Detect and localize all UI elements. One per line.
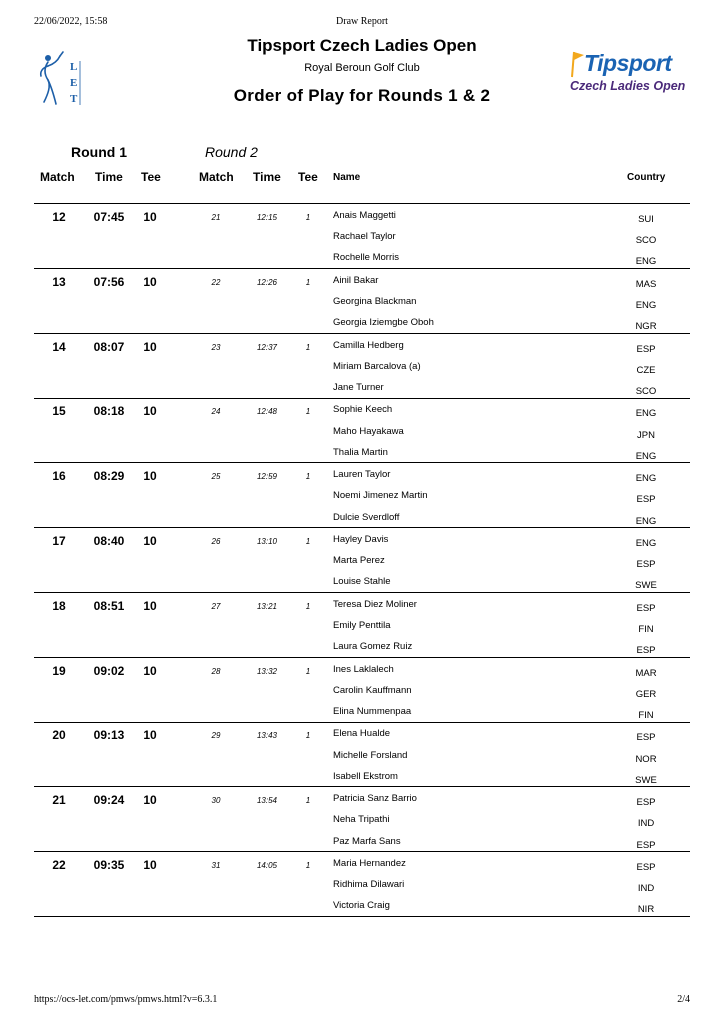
player-name: Anais Maggetti (333, 210, 396, 221)
r1-tee-time: 09:24 (93, 793, 125, 808)
r2-tee-time: 12:26 (256, 277, 278, 287)
r1-match-number: 22 (52, 858, 66, 872)
group-separator (34, 657, 690, 658)
player-country: ESP (636, 797, 656, 809)
col-time-r2: Time (253, 170, 281, 184)
player-name: Isabell Ekstrom (333, 770, 398, 782)
group-separator (34, 398, 690, 399)
r1-tee-number: 10 (143, 339, 157, 354)
r2-match-number: 29 (211, 731, 221, 741)
r2-tee-time: 12:15 (256, 213, 278, 222)
r2-match-number: 28 (211, 666, 221, 676)
svg-text:E: E (70, 77, 78, 89)
group-separator (34, 268, 690, 269)
player-name: Elena Hualde (333, 728, 391, 740)
r1-tee-time: 07:45 (93, 210, 125, 224)
player-country: MAS (635, 278, 657, 290)
player-name: Louise Stahle (333, 576, 391, 588)
player-country: NOR (635, 753, 657, 765)
r1-match-number: 19 (52, 663, 66, 678)
player-name: Miriam Barcalova (a) (333, 360, 421, 372)
player-name: Ines Laklalech (333, 663, 394, 675)
r2-tee-number: 1 (305, 861, 311, 870)
r2-tee-time: 13:21 (256, 601, 278, 611)
r2-match-number: 27 (211, 601, 221, 611)
tipsport-wordmark: Tipsport (584, 50, 672, 76)
player-country: ENG (635, 450, 657, 462)
r1-tee-number: 10 (143, 274, 157, 289)
player-country: JPN (637, 429, 655, 441)
player-country: SCO (635, 386, 657, 397)
player-country: SUI (638, 214, 654, 225)
player-country: SWE (635, 774, 657, 786)
player-name: Rachael Taylor (333, 231, 396, 243)
player-name: Neha Tripathi (333, 814, 390, 826)
r1-tee-time: 08:18 (93, 404, 125, 419)
col-name: Name (333, 172, 361, 183)
player-name: Marta Perez (333, 555, 385, 567)
r2-match-number: 31 (211, 861, 221, 870)
r1-match-number: 12 (52, 210, 66, 224)
player-country: ENG (635, 515, 657, 527)
player-country: ESP (636, 645, 656, 657)
r1-tee-number: 10 (143, 728, 157, 743)
group-separator (34, 592, 690, 593)
player-country: ESP (636, 343, 656, 355)
event-title: Tipsport Czech Ladies Open (247, 36, 477, 55)
player-country: SCO (635, 235, 657, 247)
player-country: IND (637, 818, 655, 830)
player-country: ESP (636, 559, 656, 571)
footer-url: https://ocs-let.com/pmws/pmws.html?v=6.3.1 (34, 994, 218, 1005)
player-country: ESP (636, 494, 656, 506)
player-country: GER (635, 688, 657, 700)
print-datetime: 22/06/2022, 15:58 (34, 16, 108, 27)
r2-tee-number: 1 (305, 537, 311, 546)
player-country: ESP (636, 602, 656, 614)
r2-match-number: 30 (211, 796, 221, 806)
r1-tee-time: 09:02 (93, 663, 125, 678)
r2-tee-number: 1 (305, 666, 311, 676)
order-of-play-title: Order of Play for Rounds 1 & 2 (233, 86, 491, 105)
player-country: MAR (635, 667, 657, 679)
player-name: Dulcie Sverdloff (333, 511, 400, 523)
player-name: Maho Hayakawa (333, 425, 404, 437)
r1-tee-time: 08:40 (93, 534, 125, 548)
r1-tee-time: 08:07 (93, 339, 125, 354)
player-name: Michelle Forsland (333, 749, 408, 761)
group-separator (34, 786, 690, 787)
player-country: ENG (635, 408, 657, 420)
player-country: FIN (638, 624, 654, 635)
r1-tee-time: 08:51 (93, 598, 125, 613)
r2-tee-number: 1 (305, 731, 311, 741)
r1-tee-time: 09:35 (93, 858, 125, 872)
player-name: Georgina Blackman (333, 296, 417, 307)
svg-text:L: L (70, 61, 78, 73)
r2-match-number: 21 (211, 213, 221, 222)
r2-tee-number: 1 (305, 213, 311, 222)
player-name: Teresa Diez Moliner (333, 598, 417, 610)
player-name: Paz Marfa Sans (333, 835, 401, 847)
r1-match-number: 14 (52, 339, 66, 354)
player-name: Victoria Craig (333, 900, 390, 912)
r2-match-number: 25 (211, 472, 221, 482)
r2-match-number: 23 (211, 342, 221, 352)
player-name: Georgia Iziemgbe Oboh (333, 317, 434, 329)
r1-match-number: 20 (52, 728, 66, 743)
player-country: ESP (636, 732, 656, 744)
r1-tee-time: 09:13 (93, 728, 125, 743)
player-name: Ainil Bakar (333, 274, 379, 286)
r2-tee-number: 1 (305, 601, 311, 611)
player-name: Patricia Sanz Barrio (333, 793, 417, 805)
document-title: Draw Report (336, 16, 388, 27)
group-separator (34, 851, 690, 852)
r2-match-number: 22 (211, 277, 221, 287)
r1-tee-number: 10 (143, 663, 157, 678)
r2-tee-number: 1 (305, 407, 311, 417)
r2-tee-time: 13:54 (256, 796, 278, 806)
group-separator (34, 527, 690, 528)
group-separator (34, 462, 690, 463)
tipsport-subline: Czech Ladies Open (570, 79, 686, 93)
player-country: ENG (635, 256, 657, 268)
r1-tee-number: 10 (143, 793, 157, 808)
r1-match-number: 18 (52, 598, 66, 613)
r1-match-number: 15 (52, 404, 66, 419)
player-name: Jane Turner (333, 382, 384, 393)
event-venue: Royal Beroun Golf Club (304, 62, 420, 74)
player-country: FIN (638, 710, 654, 721)
player-name: Rochelle Morris (333, 252, 399, 264)
player-country: ENG (635, 538, 657, 549)
r1-tee-number: 10 (143, 858, 157, 872)
r1-match-number: 17 (52, 534, 66, 548)
group-separator (34, 722, 690, 723)
footer-page-number: 2/4 (677, 994, 690, 1005)
r2-tee-time: 12:37 (256, 342, 278, 352)
group-separator (34, 916, 690, 917)
player-name: Camilla Hedberg (333, 339, 404, 351)
header-separator (34, 203, 690, 204)
col-tee-r2: Tee (298, 170, 318, 184)
player-name: Ridhima Dilawari (333, 879, 405, 891)
player-country: ESP (636, 839, 656, 851)
r2-tee-number: 1 (305, 796, 311, 806)
player-name: Thalia Martin (333, 446, 388, 458)
player-country: ENG (635, 473, 657, 485)
player-country: NIR (637, 904, 655, 916)
player-country: NGR (635, 321, 657, 333)
r1-tee-number: 10 (143, 469, 157, 484)
r1-tee-number: 10 (143, 598, 157, 613)
r2-tee-number: 1 (305, 342, 311, 352)
r2-tee-time: 12:48 (256, 407, 278, 417)
r2-match-number: 26 (211, 537, 221, 546)
r2-match-number: 24 (211, 407, 221, 417)
r2-tee-number: 1 (305, 472, 311, 482)
player-name: Hayley Davis (333, 534, 389, 545)
r2-tee-time: 13:10 (256, 537, 278, 546)
col-match-r2: Match (199, 170, 234, 184)
r1-tee-number: 10 (143, 404, 157, 419)
r2-tee-number: 1 (305, 277, 311, 287)
player-name: Maria Hernandez (333, 858, 406, 869)
r1-tee-time: 08:29 (93, 469, 125, 484)
col-tee: Tee (141, 170, 161, 184)
player-country: CZE (636, 364, 656, 376)
col-country: Country (627, 172, 666, 183)
player-name: Carolin Kauffmann (333, 684, 412, 696)
col-match: Match (40, 170, 75, 184)
player-country: ENG (635, 300, 657, 311)
r2-tee-time: 14:05 (256, 861, 278, 870)
round2-heading: Round 2 (205, 144, 258, 160)
player-name: Lauren Taylor (333, 469, 391, 481)
r1-match-number: 21 (52, 793, 66, 808)
player-name: Sophie Keech (333, 404, 393, 416)
r1-tee-number: 10 (143, 534, 157, 548)
r1-tee-number: 10 (143, 210, 157, 224)
r2-tee-time: 12:59 (256, 472, 278, 482)
round1-heading: Round 1 (71, 144, 127, 160)
player-name: Emily Penttila (333, 620, 391, 631)
r1-match-number: 13 (52, 274, 66, 289)
player-name: Elina Nummenpaa (333, 706, 412, 717)
r1-match-number: 16 (52, 469, 66, 484)
r2-tee-time: 13:32 (256, 666, 278, 676)
player-country: ESP (636, 862, 656, 873)
r2-tee-time: 13:43 (256, 731, 278, 741)
player-country: SWE (635, 580, 657, 592)
r1-tee-time: 07:56 (93, 274, 125, 289)
player-name: Laura Gomez Ruiz (333, 641, 413, 653)
group-separator (34, 333, 690, 334)
player-name: Noemi Jimenez Martin (333, 490, 428, 502)
svg-text:T: T (70, 93, 78, 105)
player-country: IND (637, 883, 655, 895)
col-time: Time (95, 170, 123, 184)
